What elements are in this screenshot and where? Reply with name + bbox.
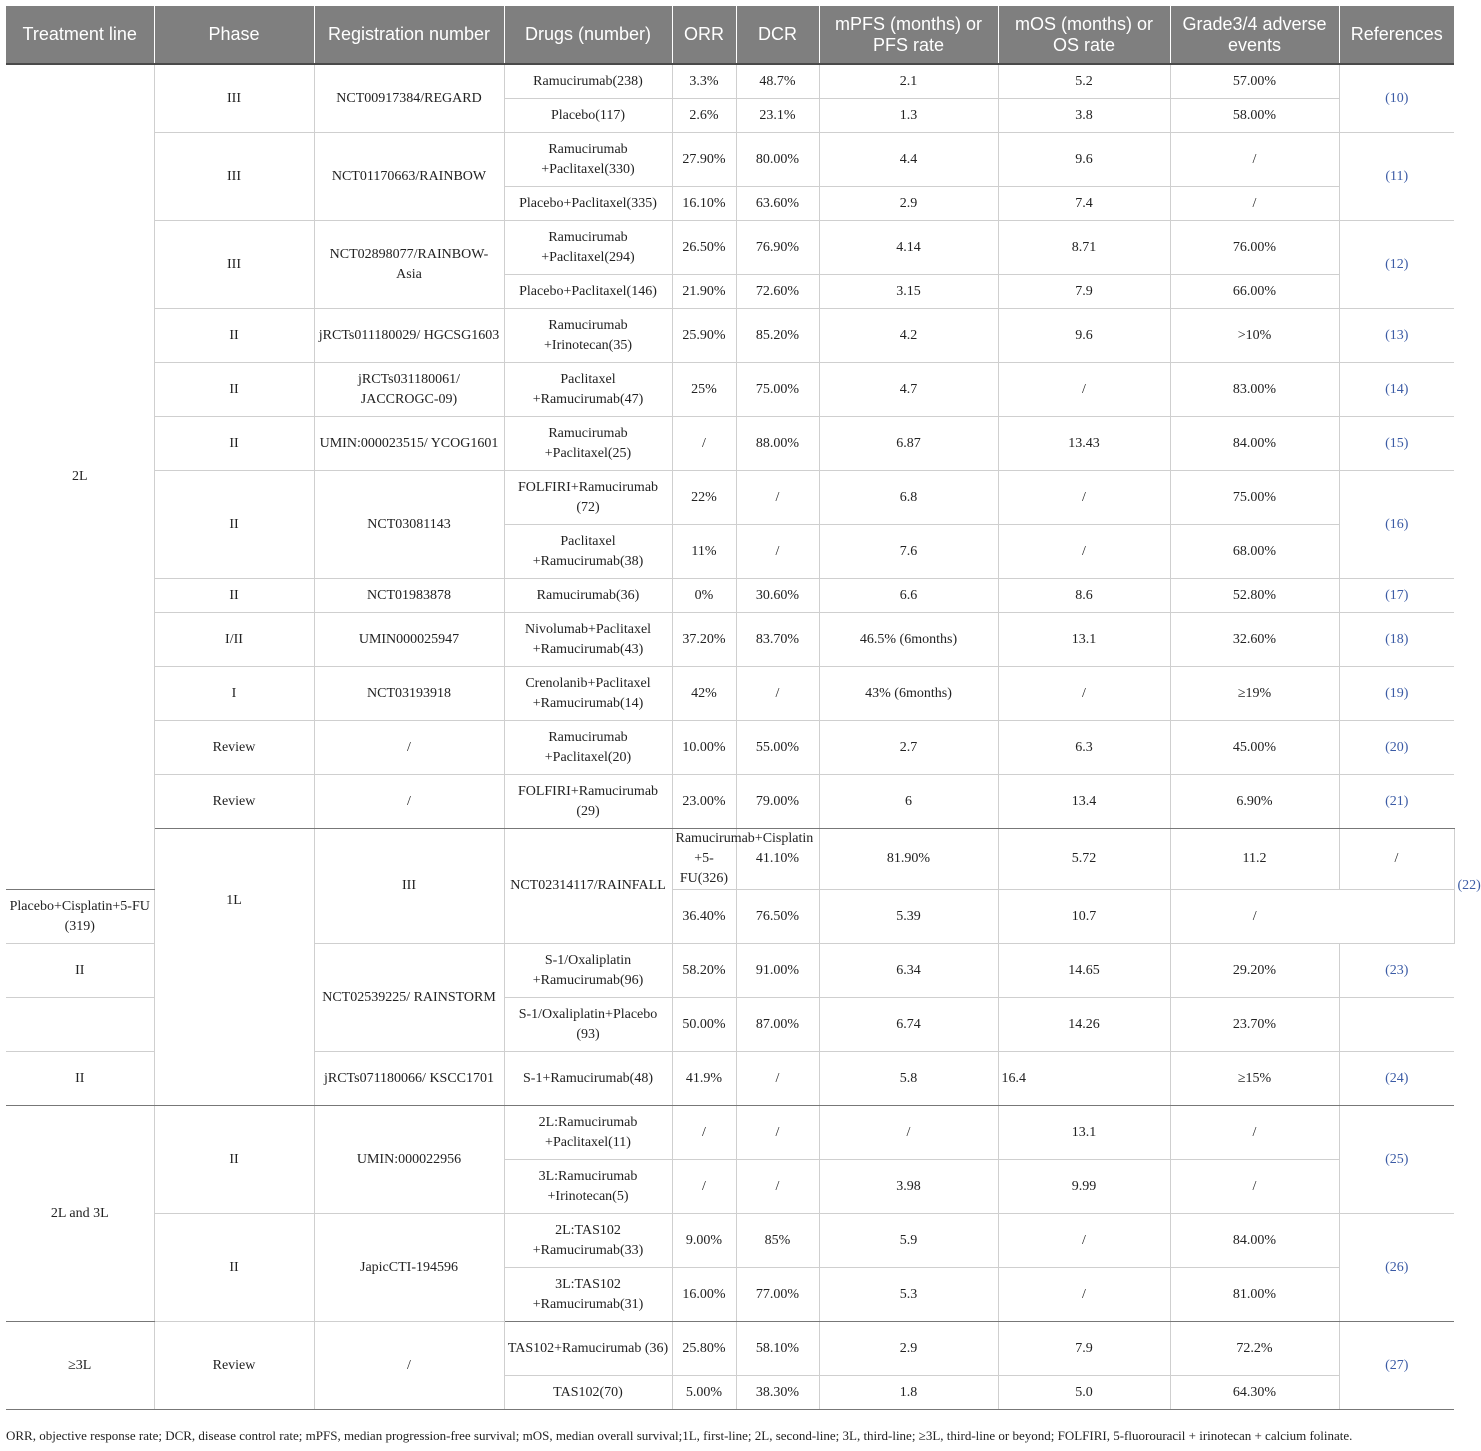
mpfs-cell: 2.1	[819, 64, 998, 99]
dcr-cell: 85%	[736, 1214, 819, 1268]
mpfs-cell: 4.4	[819, 133, 998, 187]
orr-cell: 37.20%	[672, 613, 736, 667]
ae-cell: 57.00%	[1170, 64, 1339, 99]
ae-cell: 6.90%	[1170, 775, 1339, 829]
reference-link[interactable]: (19)	[1339, 667, 1454, 721]
mpfs-cell: 5.72	[998, 829, 1170, 890]
results-table	[6, 6, 1481, 1410]
reference-link[interactable]: (10)	[1339, 64, 1454, 133]
dcr-cell: 55.00%	[736, 721, 819, 775]
mos-cell: 14.26	[998, 998, 1170, 1052]
ae-cell: 84.00%	[1170, 1214, 1339, 1268]
header-dcr: DCR	[736, 6, 819, 64]
orr-cell: 41.10%	[736, 829, 819, 890]
phase-cell: II	[154, 1106, 314, 1214]
phase-cell: III	[154, 64, 314, 133]
mpfs-cell: 43% (6months)	[819, 667, 998, 721]
ae-cell: 68.00%	[1170, 525, 1339, 579]
dcr-cell: 77.00%	[736, 1268, 819, 1322]
mos-cell: /	[998, 1268, 1170, 1322]
mpfs-cell: /	[819, 1106, 998, 1160]
drugs-cell: Crenolanib+Paclitaxel +Ramucirumab(14)	[504, 667, 672, 721]
registration-cell: NCT01983878	[314, 579, 504, 613]
mos-cell: 9.6	[998, 309, 1170, 363]
drugs-cell: Ramucirumab +Irinotecan(35)	[504, 309, 672, 363]
orr-cell: 27.90%	[672, 133, 736, 187]
mpfs-cell: 7.6	[819, 525, 998, 579]
drugs-cell: Ramucirumab+Cisplatin +5-FU(326)	[672, 829, 736, 890]
mpfs-cell: 1.8	[819, 1376, 998, 1410]
orr-cell: /	[672, 1106, 736, 1160]
phase-cell: II	[154, 579, 314, 613]
header-registration-number: Registration number	[314, 6, 504, 64]
registration-cell: NCT01170663/RAINBOW	[314, 133, 504, 221]
ae-cell: >10%	[1170, 309, 1339, 363]
reference-link[interactable]: (15)	[1339, 417, 1454, 471]
table-row: 1L III NCT02314117/RAINFALL Ramucirumab+Cisplatin +5-FU(326) 41.10% 81.90% 5.72 11.2 / (22)	[6, 829, 1454, 890]
orr-cell: /	[672, 1160, 736, 1214]
dcr-cell: /	[736, 1106, 819, 1160]
drugs-cell: Placebo+Cisplatin+5-FU (319)	[6, 890, 154, 944]
mpfs-cell: 6.74	[819, 998, 998, 1052]
orr-cell: 22%	[672, 471, 736, 525]
reference-link[interactable]: (23)	[1339, 944, 1454, 998]
registration-cell: UMIN:000022956	[314, 1106, 504, 1214]
mpfs-cell: 3.98	[819, 1160, 998, 1214]
table-row	[6, 309, 1454, 363]
drugs-cell: 2L:TAS102 +Ramucirumab(33)	[504, 1214, 672, 1268]
table-row	[6, 417, 1454, 471]
mos-cell: 9.6	[998, 133, 1170, 187]
orr-cell: 16.00%	[672, 1268, 736, 1322]
mos-cell: 14.65	[998, 944, 1170, 998]
phase-cell: Review	[154, 1322, 314, 1410]
drugs-cell: Paclitaxel +Ramucirumab(47)	[504, 363, 672, 417]
drugs-cell: 2L:Ramucirumab +Paclitaxel(11)	[504, 1106, 672, 1160]
orr-cell: 36.40%	[672, 890, 736, 944]
ae-cell: /	[1170, 1160, 1339, 1214]
mos-cell: 13.43	[998, 417, 1170, 471]
ae-cell: 64.30%	[1170, 1376, 1339, 1410]
dcr-cell: 91.00%	[736, 944, 819, 998]
header-orr: ORR	[672, 6, 736, 64]
ae-cell: /	[1170, 133, 1339, 187]
reference-link[interactable]: (11)	[1339, 133, 1454, 221]
mpfs-cell: 5.8	[819, 1052, 998, 1106]
table-row	[6, 221, 1454, 275]
mos-cell: /	[998, 1214, 1170, 1268]
table-row	[6, 1214, 1454, 1268]
ae-cell: 83.00%	[1170, 363, 1339, 417]
reference-link[interactable]: (27)	[1339, 1322, 1454, 1410]
registration-cell: NCT03081143	[314, 471, 504, 579]
dcr-cell: 30.60%	[736, 579, 819, 613]
dcr-cell: 75.00%	[736, 363, 819, 417]
orr-cell: /	[672, 417, 736, 471]
reference-link[interactable]: (20)	[1339, 721, 1454, 775]
reference-link[interactable]: (26)	[1339, 1214, 1454, 1322]
orr-cell: 26.50%	[672, 221, 736, 275]
reference-link[interactable]: (24)	[1339, 1052, 1454, 1106]
phase-cell: Review	[154, 775, 314, 829]
reference-link[interactable]: (14)	[1339, 363, 1454, 417]
ae-cell: 75.00%	[1170, 471, 1339, 525]
header-drugs: Drugs (number)	[504, 6, 672, 64]
mos-cell: 10.7	[998, 890, 1170, 944]
phase-cell: Review	[154, 721, 314, 775]
mos-cell: 8.71	[998, 221, 1170, 275]
phase-cell: II	[154, 417, 314, 471]
table-row	[6, 721, 1454, 775]
mos-cell: 13.1	[998, 613, 1170, 667]
dcr-cell: 58.10%	[736, 1322, 819, 1376]
table-row	[6, 363, 1454, 417]
ae-cell: 84.00%	[1170, 417, 1339, 471]
dcr-cell: 79.00%	[736, 775, 819, 829]
mos-cell: 7.9	[998, 275, 1170, 309]
header-adverse-events: Grade3/4 adverse events	[1170, 6, 1339, 64]
mpfs-cell: 6.34	[819, 944, 998, 998]
reference-cell	[1339, 998, 1454, 1052]
dcr-cell: 85.20%	[736, 309, 819, 363]
mos-cell: 13.1	[998, 1106, 1170, 1160]
orr-cell: 16.10%	[672, 187, 736, 221]
registration-cell: UMIN:000023515/ YCOG1601	[314, 417, 504, 471]
drugs-cell: Placebo(117)	[504, 99, 672, 133]
orr-cell: 25.90%	[672, 309, 736, 363]
orr-cell: 58.20%	[672, 944, 736, 998]
reference-link[interactable]: (21)	[1339, 775, 1454, 829]
ae-cell: /	[1170, 1106, 1339, 1160]
drugs-cell: S-1/Oxaliplatin+Placebo (93)	[504, 998, 672, 1052]
orr-cell: 0%	[672, 579, 736, 613]
mpfs-cell: 2.7	[819, 721, 998, 775]
mpfs-cell: 6.87	[819, 417, 998, 471]
mpfs-cell: 46.5% (6months)	[819, 613, 998, 667]
registration-cell: jRCTs031180061/ JACCROGC-09)	[314, 363, 504, 417]
mos-cell: 11.2	[1170, 829, 1339, 890]
drugs-cell: Nivolumab+Paclitaxel +Ramucirumab(43)	[504, 613, 672, 667]
table-row	[6, 1106, 1454, 1160]
ae-cell: /	[1170, 890, 1339, 944]
reference-link[interactable]: (13)	[1339, 309, 1454, 363]
drugs-cell: Ramucirumab +Paclitaxel(20)	[504, 721, 672, 775]
phase-cell: I/II	[154, 613, 314, 667]
orr-cell: 41.9%	[672, 1052, 736, 1106]
dcr-cell: 38.30%	[736, 1376, 819, 1410]
reference-link[interactable]: (17)	[1339, 579, 1454, 613]
orr-cell: 50.00%	[672, 998, 736, 1052]
drugs-cell: FOLFIRI+Ramucirumab (72)	[504, 471, 672, 525]
orr-cell: 11%	[672, 525, 736, 579]
dcr-cell: /	[736, 1052, 819, 1106]
registration-cell: NCT02898077/RAINBOW-Asia	[314, 221, 504, 309]
dcr-cell: 23.1%	[736, 99, 819, 133]
registration-cell: NCT03193918	[314, 667, 504, 721]
mos-cell: /	[998, 667, 1170, 721]
mos-cell: /	[998, 471, 1170, 525]
mos-cell: 5.0	[998, 1376, 1170, 1410]
mpfs-cell: 4.2	[819, 309, 998, 363]
dcr-cell: /	[736, 471, 819, 525]
ae-cell: ≥19%	[1170, 667, 1339, 721]
drugs-cell: Ramucirumab +Paclitaxel(294)	[504, 221, 672, 275]
dcr-cell: 72.60%	[736, 275, 819, 309]
phase-cell: II	[154, 309, 314, 363]
header-phase: Phase	[154, 6, 314, 64]
orr-cell: 25%	[672, 363, 736, 417]
ae-cell: 76.00%	[1170, 221, 1339, 275]
treatment-line-cell: 1L	[154, 829, 314, 1106]
table-row	[6, 471, 1454, 525]
dcr-cell: 80.00%	[736, 133, 819, 187]
registration-cell: jRCTs011180029/ HGCSG1603	[314, 309, 504, 363]
phase-cell: II	[6, 944, 154, 998]
drugs-cell: Placebo+Paclitaxel(146)	[504, 275, 672, 309]
mpfs-cell: 4.7	[819, 363, 998, 417]
registration-cell: NCT02314117/RAINFALL	[504, 829, 672, 944]
mpfs-cell: 6.6	[819, 579, 998, 613]
reference-link[interactable]: (12)	[1339, 221, 1454, 309]
registration-cell: UMIN000025947	[314, 613, 504, 667]
orr-cell: 23.00%	[672, 775, 736, 829]
registration-cell: NCT00917384/REGARD	[314, 64, 504, 133]
drugs-cell: Placebo+Paclitaxel(335)	[504, 187, 672, 221]
mpfs-cell: 6	[819, 775, 998, 829]
drugs-cell: FOLFIRI+Ramucirumab (29)	[504, 775, 672, 829]
ae-cell: 29.20%	[1170, 944, 1339, 998]
dcr-cell: 81.90%	[819, 829, 998, 890]
ae-cell: 58.00%	[1170, 99, 1339, 133]
phase-cell	[6, 998, 154, 1052]
phase-cell: II	[154, 1214, 314, 1322]
drugs-cell: Ramucirumab +Paclitaxel(25)	[504, 417, 672, 471]
orr-cell: 9.00%	[672, 1214, 736, 1268]
mos-cell: 9.99	[998, 1160, 1170, 1214]
dcr-cell: 76.90%	[736, 221, 819, 275]
header-treatment-line: Treatment line	[6, 6, 154, 64]
reference-link[interactable]: (16)	[1339, 471, 1454, 579]
ae-cell: ≥15%	[1170, 1052, 1339, 1106]
registration-cell: JapicCTI-194596	[314, 1214, 504, 1322]
treatment-line-cell: 2L	[6, 64, 154, 890]
phase-cell: II	[154, 471, 314, 579]
orr-cell: 25.80%	[672, 1322, 736, 1376]
mos-cell: /	[998, 525, 1170, 579]
ae-cell: 52.80%	[1170, 579, 1339, 613]
drugs-cell: TAS102(70)	[504, 1376, 672, 1410]
registration-cell: /	[314, 1322, 504, 1410]
ae-cell: 72.2%	[1170, 1322, 1339, 1376]
header-row	[6, 6, 1454, 64]
drugs-cell: 3L:TAS102 +Ramucirumab(31)	[504, 1268, 672, 1322]
dcr-cell: /	[736, 525, 819, 579]
table-row	[6, 579, 1454, 613]
mpfs-cell: 5.3	[819, 1268, 998, 1322]
drugs-cell: TAS102+Ramucirumab (36)	[504, 1322, 672, 1376]
results-table-container	[6, 6, 1481, 1410]
reference-link[interactable]: (25)	[1339, 1106, 1454, 1214]
mos-cell: 13.4	[998, 775, 1170, 829]
ae-cell: 23.70%	[1170, 998, 1339, 1052]
phase-cell: I	[154, 667, 314, 721]
dcr-cell: 63.60%	[736, 187, 819, 221]
registration-cell: NCT02539225/ RAINSTORM	[314, 944, 504, 1052]
phase-cell: II	[6, 1052, 154, 1106]
drugs-cell: S-1+Ramucirumab(48)	[504, 1052, 672, 1106]
dcr-cell: /	[736, 667, 819, 721]
mpfs-cell: 2.9	[819, 187, 998, 221]
dcr-cell: 88.00%	[736, 417, 819, 471]
drugs-cell: Ramucirumab(36)	[504, 579, 672, 613]
dcr-cell: /	[736, 1160, 819, 1214]
drugs-cell: Ramucirumab +Paclitaxel(330)	[504, 133, 672, 187]
ae-cell: 66.00%	[1170, 275, 1339, 309]
mos-cell: 5.2	[998, 64, 1170, 99]
mpfs-cell: 3.15	[819, 275, 998, 309]
registration-cell: /	[314, 721, 504, 775]
table-row	[6, 613, 1454, 667]
dcr-cell: 83.70%	[736, 613, 819, 667]
mos-cell: 6.3	[998, 721, 1170, 775]
mos-cell: 8.6	[998, 579, 1170, 613]
ae-cell: /	[1170, 187, 1339, 221]
registration-cell: jRCTs071180066/ KSCC1701	[314, 1052, 504, 1106]
drugs-cell: S-1/Oxaliplatin +Ramucirumab(96)	[504, 944, 672, 998]
orr-cell: 3.3%	[672, 64, 736, 99]
treatment-line-cell: 2L and 3L	[6, 1106, 154, 1322]
mpfs-cell: 6.8	[819, 471, 998, 525]
treatment-line-cell: ≥3L	[6, 1322, 154, 1410]
mpfs-cell: 1.3	[819, 99, 998, 133]
table-row	[6, 775, 1454, 829]
table-row	[6, 133, 1454, 187]
dcr-cell: 48.7%	[736, 64, 819, 99]
orr-cell: 42%	[672, 667, 736, 721]
mpfs-cell: 5.9	[819, 1214, 998, 1268]
table-row	[6, 64, 1454, 99]
mpfs-cell: 5.39	[819, 890, 998, 944]
ae-cell: 32.60%	[1170, 613, 1339, 667]
phase-cell: III	[154, 221, 314, 309]
header-mos: mOS (months) or OS rate	[998, 6, 1170, 64]
header-references: References	[1339, 6, 1454, 64]
ae-cell: 81.00%	[1170, 1268, 1339, 1322]
mos-cell: 3.8	[998, 99, 1170, 133]
ae-cell: 45.00%	[1170, 721, 1339, 775]
mos-cell: /	[998, 363, 1170, 417]
drugs-cell: Paclitaxel +Ramucirumab(38)	[504, 525, 672, 579]
phase-cell: III	[154, 133, 314, 221]
phase-cell: III	[314, 829, 504, 944]
registration-cell: /	[314, 775, 504, 829]
mos-cell: 16.4	[998, 1052, 1170, 1106]
reference-link[interactable]: (18)	[1339, 613, 1454, 667]
mpfs-cell: 4.14	[819, 221, 998, 275]
mpfs-cell: 2.9	[819, 1322, 998, 1376]
mos-cell: 7.4	[998, 187, 1170, 221]
mos-cell: 7.9	[998, 1322, 1170, 1376]
orr-cell: 21.90%	[672, 275, 736, 309]
drugs-cell: 3L:Ramucirumab +Irinotecan(5)	[504, 1160, 672, 1214]
orr-cell: 10.00%	[672, 721, 736, 775]
ae-cell: /	[1339, 829, 1454, 890]
header-mpfs: mPFS (months) or PFS rate	[819, 6, 998, 64]
phase-cell: II	[154, 363, 314, 417]
dcr-cell: 76.50%	[736, 890, 819, 944]
orr-cell: 5.00%	[672, 1376, 736, 1410]
table-row	[6, 667, 1454, 721]
table-footnote: ORR, objective response rate; DCR, disease control rate; mPFS, median progression-free survival; mOS, median overall survival;1L, first-line; 2L, second-line; 3L, third-line; ≥3L, third-line or beyond; FOLFIRI, 5-fluorouracil + irinotecan + calcium folinate.	[6, 1428, 1353, 1443]
orr-cell: 2.6%	[672, 99, 736, 133]
dcr-cell: 87.00%	[736, 998, 819, 1052]
table-row	[6, 1322, 1454, 1376]
drugs-cell: Ramucirumab(238)	[504, 64, 672, 99]
